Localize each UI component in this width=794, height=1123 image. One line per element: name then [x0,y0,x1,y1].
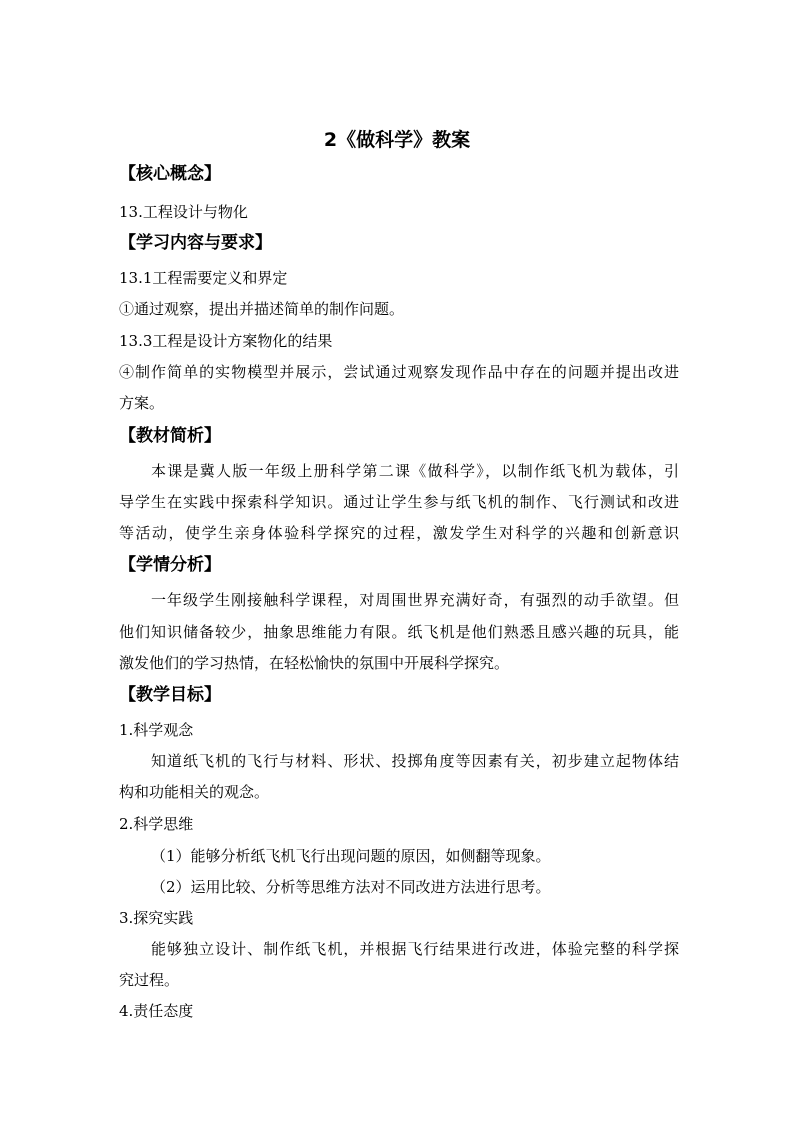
paragraph-line: （1）能够分析纸飞机飞行出现问题的原因，如侧翻等现象。 [151,847,551,865]
paragraph-line: 构和功能相关的观念。 [119,783,270,801]
section-heading-core-concept: 【核心概念】 [119,164,221,184]
paragraph-line: ④制作简单的实物模型并展示，尝试通过观察发现作品中存在的问题并提出改进 [119,363,679,381]
paragraph-line: 13.3工程是设计方案物化的结果 [119,332,333,350]
paragraph-line: 他们知识储备较少，抽象思维能力有限。纸飞机是他们熟悉且感兴趣的玩具，能 [119,623,679,641]
paragraph-line: 究过程。 [119,971,180,989]
paragraph-line: 4.责任态度 [119,1002,194,1020]
paragraph-line: 13.工程设计与物化 [119,203,248,221]
paragraph-line: 3.探究实践 [119,909,194,927]
document-title: 2《做科学》教案 [323,129,471,151]
paragraph-line: 一年级学生刚接触科学课程，对周围世界充满好奇，有强烈的动手欲望。但 [151,591,679,609]
paragraph-line: 1.科学观念 [119,721,194,739]
section-heading-student-analysis: 【学情分析】 [119,555,221,575]
section-heading-teaching-goals: 【教学目标】 [119,685,221,705]
paragraph-line: 等活动，使学生亲身体验科学探究的过程，激发学生对科学的兴趣和创新意识 [119,524,679,542]
paragraph-line: 本课是冀人版一年级上册科学第二课《做科学》，以制作纸飞机为载体，引 [151,462,679,480]
paragraph-line: 2.科学思维 [119,815,194,833]
paragraph-line: 激发他们的学习热情，在轻松愉快的氛围中开展科学探究。 [119,654,510,672]
paragraph-line: （2）运用比较、分析等思维方法对不同改进方法进行思考。 [151,878,551,896]
paragraph-line: 能够独立设计、制作纸飞机，并根据飞行结果进行改进，体验完整的科学探 [151,940,679,958]
section-heading-textbook-analysis: 【教材简析】 [119,426,221,446]
paragraph-line: 方案。 [119,394,165,412]
section-heading-learning-content: 【学习内容与要求】 [119,233,272,253]
paragraph-line: 导学生在实践中探索科学知识。通过让学生参与纸飞机的制作、飞行测试和改进 [119,493,679,511]
paragraph-line: 知道纸飞机的飞行与材料、形状、投掷角度等因素有关，初步建立起物体结 [151,752,679,770]
paragraph-line: ①通过观察，提出并描述简单的制作问题。 [119,300,405,318]
paragraph-line: 13.1工程需要定义和界定 [119,269,288,287]
